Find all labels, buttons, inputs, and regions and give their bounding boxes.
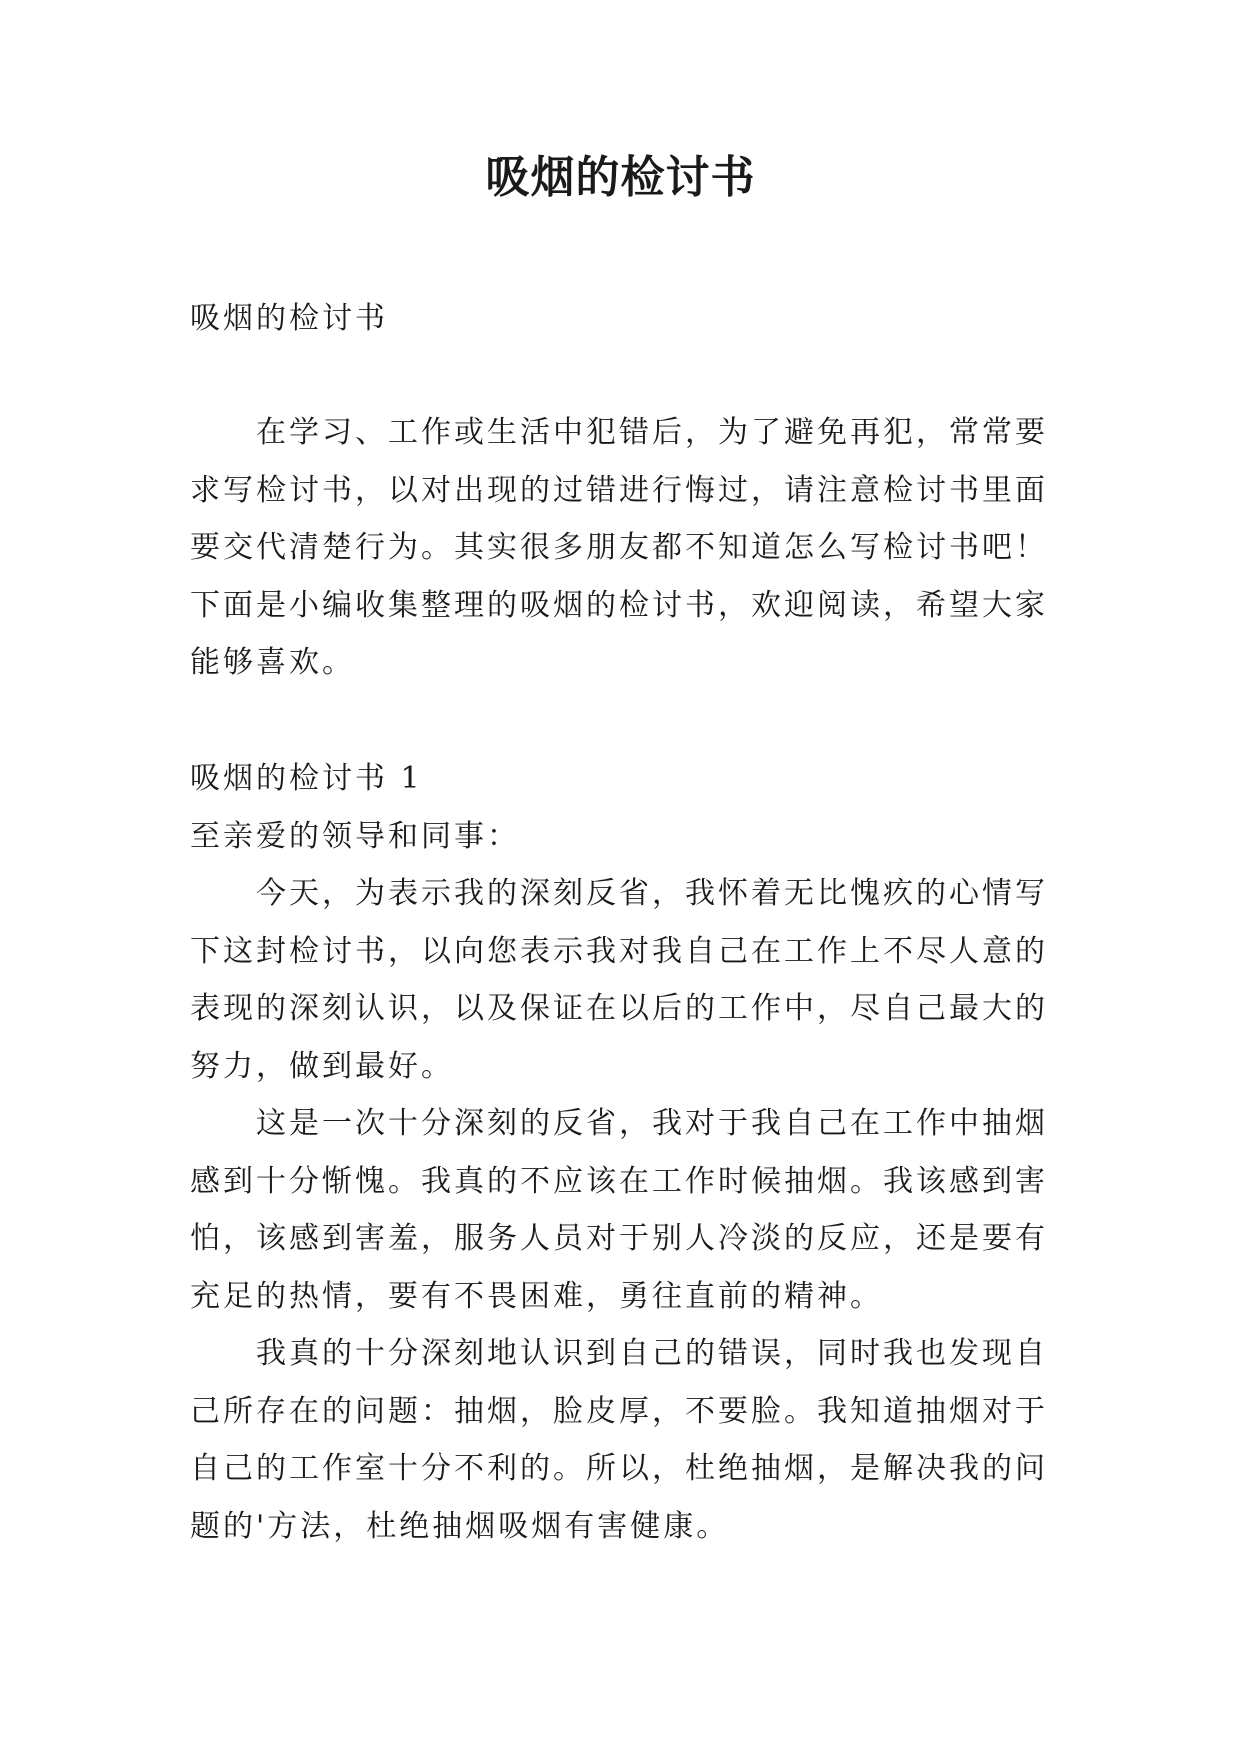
salutation: 至亲爱的领导和同事： bbox=[190, 818, 520, 854]
section-1-paragraph-3: 我真的十分深刻地认识到自己的错误，同时我也发现自己所存在的问题：抽烟，脸皮厚，不要脸。我知道抽烟对于自己的工作室十分不利的。所以，杜绝抽烟，是解决我的问题的'方法，杜绝抽烟吸烟有害健康。 bbox=[190, 1336, 1048, 1544]
document-title: 吸烟的检讨书 bbox=[485, 152, 756, 203]
section-1-paragraph-2: 这是一次十分深刻的反省，我对于我自己在工作中抽烟感到十分惭愧。我真的不应该在工作时候抽烟。我该感到害怕，该感到害羞，服务人员对于别人冷淡的反应，还是要有充足的热情，要有不畏困难，勇往直前的精神。 bbox=[190, 1106, 1048, 1314]
section-1-paragraph-1: 今天，为表示我的深刻反省，我怀着无比愧疚的心情写下这封检讨书，以向您表示我对我自己在工作上不尽人意的表现的深刻认识，以及保证在以后的工作中，尽自己最大的努力，做到最好。 bbox=[190, 876, 1048, 1084]
section-1 bbox=[190, 750, 1058, 1555]
section-1-heading: 吸烟的检讨书 1 bbox=[190, 761, 423, 796]
intro-paragraph: 在学习、工作或生活中犯错后，为了避免再犯，常常要求写检讨书，以对出现的过错进行悔过，请注意检讨书里面要交代清楚行为。其实很多朋友都不知道怎么写检讨书吧！下面是小编收集整理的吸烟的检讨书，欢迎阅读，希望大家能够喜欢。 bbox=[190, 415, 1048, 680]
document-subtitle: 吸烟的检讨书 bbox=[190, 301, 388, 336]
